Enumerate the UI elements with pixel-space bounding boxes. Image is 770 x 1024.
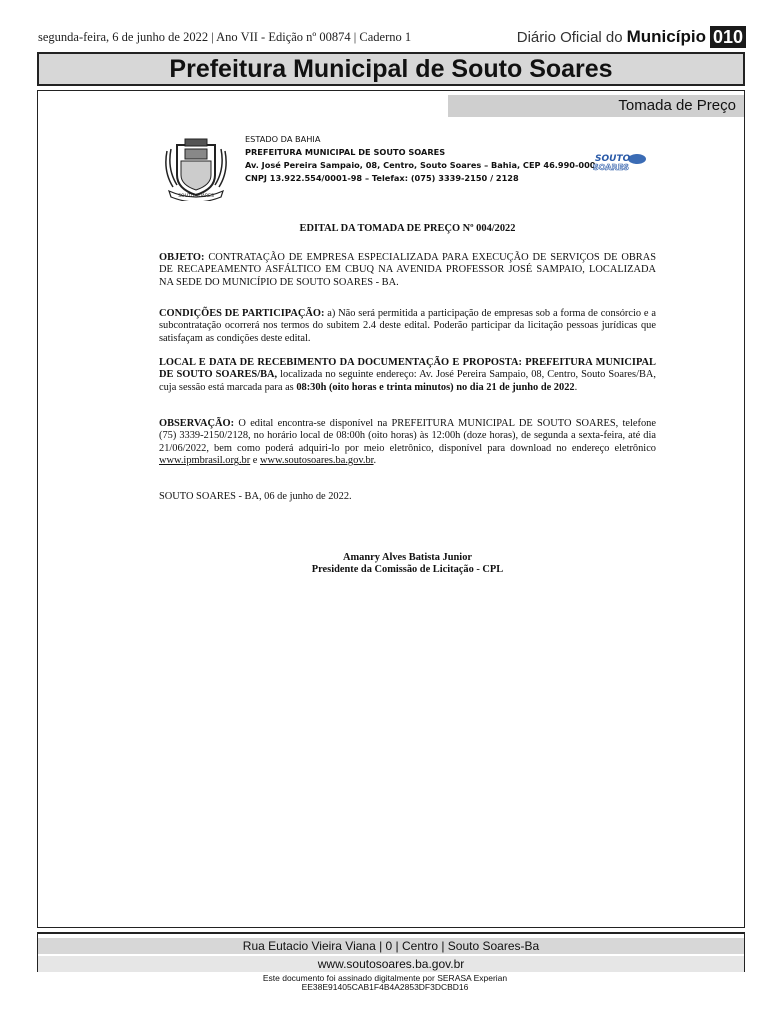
local-datetime: 08:30h (oito horas e trinta minutos) no dia 21 de junho de 2022 xyxy=(296,381,575,393)
condicoes-label: CONDIÇÕES DE PARTICIPAÇÃO: xyxy=(159,308,325,319)
svg-text:SOUTO: SOUTO xyxy=(595,154,631,164)
observacao-text: O edital encontra-se disponível na PREFEITURA MUNICIPAL DE SOUTO SOARES, telefone (75) 3339-2150/2128, no horário local de 08:00h (oito horas) às 12:00h (doze horas), de segunda a sexta-feira, até dia 21/06/2022, bem como poderá adquiri-lo por meio eletrônico, disponível para download no endereço eletrônico xyxy=(159,418,656,454)
footer-website[interactable]: www.soutosoares.ba.gov.br xyxy=(38,956,744,972)
page-number: 010 xyxy=(710,26,746,48)
signer-name: Amanry Alves Batista Junior xyxy=(342,552,473,563)
brand-name: Município xyxy=(626,27,706,46)
page-title: Prefeitura Municipal de Souto Soares xyxy=(37,52,745,86)
local-text: localizada no seguinte endereço: Av. José Pereira Sampaio, 08, Centro, Souto Soares/BA, cuja sessão está marcada para as xyxy=(159,369,656,393)
letterhead-cnpj: CNPJ 13.922.554/0001-98 – Telefax: (075) 3339-2150 / 2128 xyxy=(245,173,519,183)
brand-prefix: Diário Oficial do xyxy=(516,28,623,46)
signature-block xyxy=(159,552,656,577)
header-bar xyxy=(38,26,746,50)
svg-text:SOARES: SOARES xyxy=(593,163,629,172)
observacao-label: OBSERVAÇÃO: xyxy=(159,418,235,429)
footer-address: Rua Eutacio Vieira Viana | 0 | Centro | Souto Soares-Ba xyxy=(38,938,744,954)
link-ipmbrasil[interactable]: www.ipmbrasil.org.br xyxy=(159,455,251,467)
svg-text:SOUTO SOARES: SOUTO SOARES xyxy=(178,194,214,199)
diario-brand xyxy=(517,26,746,48)
observacao-paragraph: OBSERVAÇÃO: O edital encontra-se disponível na PREFEITURA MUNICIPAL DE SOUTO SOARES, telefone (75) 3339-2150/2128, no horário local de 08:00h (oito horas) às 12:00h (doze horas), de segunda a sexta-feira, até dia 21/06/2022, bem como poderá adquiri-lo por meio eletrônico, disponível para download no endereço eletrônico www.ipmbrasil.org.br e www.soutosoares.ba.gov.br. xyxy=(159,418,656,467)
footer xyxy=(37,932,745,972)
souto-soares-logo-icon xyxy=(591,151,651,173)
objeto-paragraph xyxy=(159,252,656,289)
municipal-crest-icon xyxy=(163,131,229,201)
condicoes-paragraph xyxy=(159,308,656,345)
signer-role: Presidente da Comissão de Licitação - CPL xyxy=(311,564,504,576)
link-soutosoares[interactable]: www.soutosoares.ba.gov.br xyxy=(260,455,374,467)
signature-hash: EE38E91405CAB1F4B4A2853DF3DCBD16 xyxy=(301,982,469,992)
edition-date-line: segunda-feira, 6 de junho de 2022 | Ano VII - Edição nº 00874 | Caderno 1 xyxy=(38,30,412,44)
place-date: SOUTO SOARES - BA, 06 de junho de 2022. xyxy=(159,491,352,502)
local-label: LOCAL E DATA DE RECEBIMENTO DA DOCUMENTAÇÃO E PROPOSTA: PREFEITURA MUNICIPAL DE SOUTO SOARES/BA, xyxy=(159,357,656,381)
section-label: Tomada de Preço xyxy=(448,95,744,117)
letterhead-address: Av. José Pereira Sampaio, 08, Centro, Souto Soares – Bahia, CEP 46.990-000 xyxy=(245,160,596,170)
letterhead-org: PREFEITURA MUNICIPAL DE SOUTO SOARES xyxy=(245,147,446,157)
objeto-label: OBJETO: xyxy=(159,252,205,263)
objeto-text: CONTRATAÇÃO DE EMPRESA ESPECIALIZADA PARA EXECUÇÃO DE SERVIÇOS DE OBRAS DE RECAPEAMENTO ASFÁLTICO EM CBUQ NA AVENIDA PROFESSOR JOSÉ SAMPAIO, LOCALIZADA NA SEDE DO MUNICÍPIO DE SOUTO SOARES - BA. xyxy=(159,252,656,288)
letterhead-state: ESTADO DA BAHIA xyxy=(245,134,321,144)
letterhead xyxy=(245,133,595,185)
edital-title: EDITAL DA TOMADA DE PREÇO Nº 004/2022 xyxy=(299,223,516,234)
condicoes-text: a) Não será permitida a participação de empresas sob a forma de consórcio e a subcontratação ocorrerá nos termos do subitem 2.4 deste edital. Poderão participar da licitação pessoas jurídicas que satisfaçam as condições deste edital. xyxy=(159,308,656,344)
digital-signature-note xyxy=(0,974,770,992)
signature-note-line1: Este documento foi assinado digitalmente por SERASA Experian xyxy=(262,973,508,983)
local-paragraph: LOCAL E DATA DE RECEBIMENTO DA DOCUMENTAÇÃO E PROPOSTA: PREFEITURA MUNICIPAL DE SOUTO SOARES/BA, localizada no seguinte endereço: Av. José Pereira Sampaio, 08, Centro, Souto Soares/BA, cuja sessão está marcada para as 08:30h (oito horas e trinta minutos) no dia 21 de junho de 2022. xyxy=(159,357,656,393)
content-frame xyxy=(37,90,745,928)
